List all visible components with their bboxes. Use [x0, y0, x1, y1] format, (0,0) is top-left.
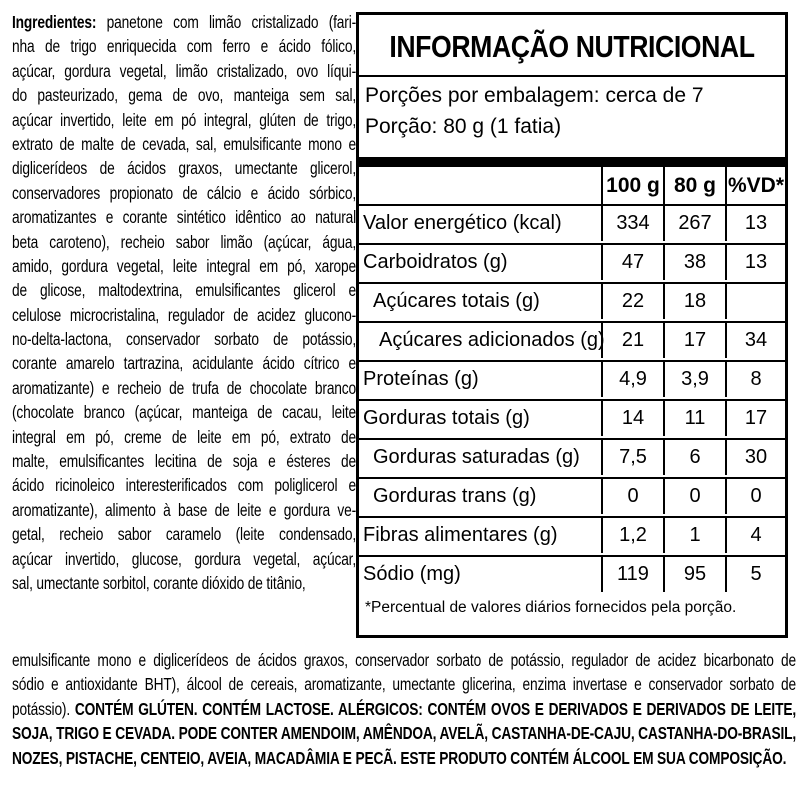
allergen-warning: NOZES, PISTACHE, CENTEIO, AVEIA, MACADÂMIA E PECÃ. ESTE PRODUTO CONTÉM ÁLCOOL EM SUA COMPOSIÇÃO.: [12, 747, 787, 768]
ingredients-text: amido, gordura vegetal, leite integral em pó, xarope: [12, 255, 356, 276]
ingredients-line: [12, 449, 356, 473]
value-per-100g: 4,9: [601, 362, 663, 397]
daily-value-percent: [725, 284, 785, 319]
ingredients-column: [12, 10, 357, 595]
daily-value-footnote: *Percentual de valores diários fornecidos pela porção.: [365, 599, 737, 616]
ingredients-line: [12, 473, 356, 497]
ingredients-text: conservadores propionato de cálcio e ácido sórbico,: [12, 182, 356, 203]
ingredients-text: corante amarelo tartrazina, acidulante ácido cítrico e: [12, 353, 356, 374]
ingredients-line: [12, 327, 356, 351]
title-divider: [359, 75, 785, 77]
ingredients-text: malte, emulsificantes lecitina de soja e ésteres de: [12, 451, 356, 472]
ingredients-text: sal, umectante sorbitol, corante dióxido de titânio,: [12, 572, 306, 593]
ingredients-line: [12, 230, 356, 254]
ingredients-label: Ingredientes:: [12, 12, 97, 32]
ingredients-line: [12, 571, 356, 595]
nutrient-name: Açúcares adicionados (g): [379, 329, 605, 351]
nutrition-row: [359, 321, 785, 358]
ingredients-text: açúcar invertido, leite em pó integral, glúten de trigo,: [12, 109, 356, 130]
ingredients-line: [12, 547, 356, 571]
ingredients-text: ácido ricinoleico interesterificados com poliglicerol e: [12, 475, 356, 496]
ingredients-line: [12, 83, 356, 107]
ingredients-line: [12, 10, 356, 34]
value-per-serving: 0: [663, 479, 725, 514]
ingredients-line: [12, 108, 356, 132]
ingredients-text: açúcar invertido, glucose, gordura vegetal, açúcar,: [12, 548, 356, 569]
ingredients-text: (chocolate branco (açúcar, manteiga de cacau, leite: [12, 402, 356, 423]
value-per-serving: 6: [663, 440, 725, 475]
ingredients-line: [12, 156, 356, 180]
value-per-serving: 17: [663, 323, 725, 358]
value-per-100g: 334: [601, 206, 663, 241]
nutrition-row: [359, 555, 785, 592]
nutrition-facts-table: [356, 12, 788, 638]
nutrition-title: INFORMAÇÃO NUTRICIONAL: [389, 29, 755, 64]
ingredients-text: do pasteurizado, gema de ovo, manteiga sem sal,: [12, 85, 356, 106]
value-per-100g: 119: [601, 557, 663, 592]
nutrition-row: [359, 438, 785, 475]
value-per-100g: 1,2: [601, 518, 663, 553]
nutrient-name: Gorduras trans (g): [373, 485, 537, 507]
nutrition-row: [359, 243, 785, 280]
ingredients-line: sódio e antioxidante BHT), álcool de cereais, aromatizante, umectante glicerina, enzima invertase e conservador sorbato de: [12, 674, 796, 695]
daily-value-percent: 8: [725, 362, 785, 397]
header-100g: 100 g: [601, 167, 663, 204]
ingredients-text: getal, recheio sabor caramelo (leite condensado,: [12, 524, 356, 545]
ingredients-text: aromatizante), alimento à base de leite e gordura ve-: [12, 499, 356, 520]
value-per-100g: 7,5: [601, 440, 663, 475]
value-per-serving: 3,9: [663, 362, 725, 397]
value-per-serving: 18: [663, 284, 725, 319]
value-per-serving: 1: [663, 518, 725, 553]
ingredients-text: extrato de malte de cevada, sal, emulsificante mono e: [12, 133, 356, 154]
ingredients-text: beta caroteno), recheio sabor limão (açúcar, água,: [12, 231, 356, 252]
ingredients-text: integral em pó, creme de leite em pó, extrato de: [12, 426, 356, 447]
ingredients-line: [12, 303, 356, 327]
ingredients-text: potássio).: [12, 698, 71, 719]
value-per-100g: 47: [601, 245, 663, 280]
daily-value-percent: 17: [725, 401, 785, 436]
value-per-serving: 11: [663, 401, 725, 436]
ingredients-line: [12, 425, 356, 449]
ingredients-text: açúcar, gordura vegetal, limão cristalizado, ovo líqui-: [12, 60, 356, 81]
value-per-serving: 95: [663, 557, 725, 592]
ingredients-text: nha de trigo enriquecida com ferro e ácido fólico,: [12, 36, 356, 57]
daily-value-percent: 13: [725, 245, 785, 280]
ingredients-line: [12, 376, 356, 400]
nutrient-name: Gorduras saturadas (g): [373, 446, 580, 468]
ingredients-line: [12, 498, 356, 522]
ingredients-line: [12, 697, 796, 721]
ingredients-line: [12, 278, 356, 302]
ingredients-text: aromatizante) e recheio de trufa de chocolate branco: [12, 377, 356, 398]
nutrient-name: Fibras alimentares (g): [363, 524, 558, 546]
ingredients-line: [12, 254, 356, 278]
nutrition-row: [359, 204, 785, 241]
ingredients-line: [12, 59, 356, 83]
ingredients-line: [12, 205, 356, 229]
ingredients-line: [12, 181, 356, 205]
nutrient-name: Sódio (mg): [363, 563, 461, 585]
ingredients-text: de glicose, maltodextrina, emulsificantes glicerol e: [12, 280, 356, 301]
daily-value-percent: 0: [725, 479, 785, 514]
nutrient-name: Açúcares totais (g): [373, 290, 540, 312]
nutrition-row: [359, 399, 785, 436]
nutrient-name: Gorduras totais (g): [363, 407, 530, 429]
ingredients-line: [12, 34, 356, 58]
value-per-100g: 0: [601, 479, 663, 514]
ingredients-line: [12, 132, 356, 156]
header-daily-value: %VD*: [725, 167, 785, 204]
daily-value-percent: 30: [725, 440, 785, 475]
daily-value-percent: 34: [725, 323, 785, 358]
allergen-warning: SOJA, TRIGO E CEVADA. PODE CONTER AMENDOIM, AMÊNDOA, AVELÃ, CASTANHA-DE-CAJU, CASTANHA-DO-BRASIL,: [12, 723, 797, 744]
nutrient-name: Valor energético (kcal): [363, 212, 562, 234]
ingredients-continuation: [12, 648, 796, 770]
nutrition-row: [359, 360, 785, 397]
value-per-100g: 22: [601, 284, 663, 319]
value-per-serving: 38: [663, 245, 725, 280]
servings-per-package: Porções por embalagem: cerca de 7: [365, 84, 704, 107]
value-per-serving: 267: [663, 206, 725, 241]
ingredients-text: panetone com limão cristalizado (fari-: [106, 12, 357, 32]
value-per-100g: 21: [601, 323, 663, 358]
nutrition-header-row: [359, 167, 785, 204]
nutrition-row: [359, 516, 785, 553]
ingredients-text: celulose microcristalina, regulador de acidez glucono-: [12, 304, 356, 325]
ingredients-line: [12, 351, 356, 375]
allergen-warning: CONTÉM GLÚTEN. CONTÉM LACTOSE. ALÉRGICOS: CONTÉM OVOS E DERIVADOS E DERIVADOS DE LEITE,: [74, 698, 796, 719]
value-per-100g: 14: [601, 401, 663, 436]
header-80g: 80 g: [663, 167, 725, 204]
nutrient-name: Carboidratos (g): [363, 251, 508, 273]
ingredients-text: diglicerídeos de ácidos graxos, umectante glicerol,: [12, 158, 356, 179]
nutrient-name: Proteínas (g): [363, 368, 479, 390]
ingredients-text: aromatizantes e corante sintético idêntico ao natural: [12, 207, 356, 228]
nutrition-row: [359, 477, 785, 514]
ingredients-text: no-delta-lactona, conservador sorbato de potássio,: [12, 329, 356, 350]
daily-value-percent: 13: [725, 206, 785, 241]
daily-value-percent: 4: [725, 518, 785, 553]
nutrition-row: [359, 282, 785, 319]
ingredients-line: [12, 400, 356, 424]
ingredients-line: [12, 522, 356, 546]
ingredients-line: emulsificante mono e diglicerídeos de ácidos graxos, conservador sorbato de potássio, regulador de acidez bicarbonato de: [12, 650, 796, 670]
serving-size: Porção: 80 g (1 fatia): [365, 115, 562, 138]
thick-divider: [359, 157, 785, 167]
daily-value-percent: 5: [725, 557, 785, 592]
